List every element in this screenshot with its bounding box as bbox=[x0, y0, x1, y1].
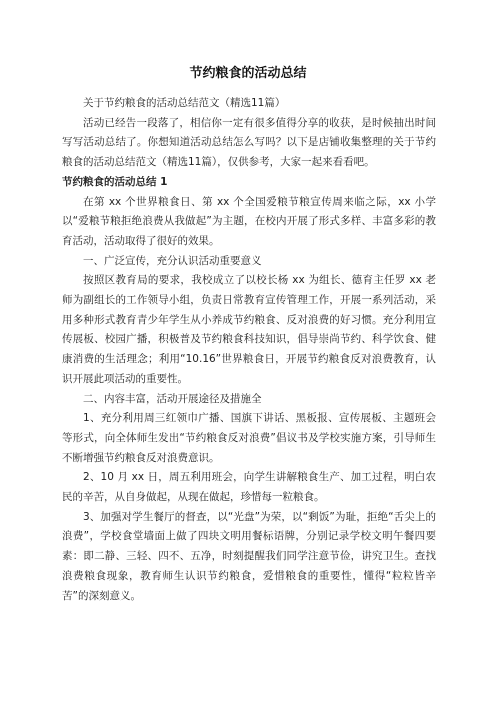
section-heading: 节约粮食的活动总结 1 bbox=[62, 175, 168, 188]
list-item-paragraph: 3、加强对学生餐厅的督查，以“光盘”为荣，以“剩饭”为耻，拒绝“舌尖上的浪费”，学校食堂墙面上做了四块文明用餐标语牌，分别记录学校文明午餐四要素：即二静、三轻、四不、五净，时刻提醒我们同学注意节俭，讲究卫生。查找浪费粮食现象，教育师生认识节约粮食，爱惜粮食的重要性，懂得“粒粒皆辛苦”的深刻意义。 bbox=[62, 510, 436, 602]
list-item-paragraph: 1、充分利用周三红领巾广播、国旗下讲话、黑板报、宣传展板、主题班会等形式，向全体师生发出“节约粮食反对浪费”倡议书及学校实施方案，引导师生不断增强节约粮食反对浪费意识。 bbox=[62, 412, 436, 464]
document-body bbox=[62, 94, 436, 606]
body-paragraph: 按照区教育局的要求，我校成立了以校长杨 xx 为组长、德育主任罗 xx 老师为副组长的工作领导小组，负责日常教育宣传管理工作，开展一系列活动，采用多种形式教育青少年学生从小养成节约粮食、反对浪费的好习惯。充分利用宣传展板、校园广播，积极普及节约粮食科技知识，倡导崇尚节约、科学饮食、健康消费的生活理念；利用“10.16”世界粮食日，开展节约粮食反对浪费教育，认识开展此项活动的重要性。 bbox=[62, 274, 436, 385]
subsection-heading: 二、内容丰富，活动开展途径及措施全 bbox=[83, 392, 262, 405]
list-item-paragraph: 2、10 月 xx 日，周五利用班会，向学生讲解粮食生产、加工过程，明白农民的辛苦，从自身做起，从现在做起，珍惜每一粒粮食。 bbox=[62, 471, 436, 504]
subsection-heading: 一、广泛宣传，充分认识活动重要意义 bbox=[83, 254, 262, 267]
intro-paragraph: 活动已经告一段落了，相信你一定有很多值得分享的收获，是时候抽出时间写写活动总结了。你想知道活动总结怎么写吗？以下是店铺收集整理的关于节约粮食的活动总结范文（精选11篇），仅供参考，大家一起来看看吧。 bbox=[62, 116, 436, 169]
subtitle-paragraph: 关于节约粮食的活动总结范文（精选11篇） bbox=[83, 97, 286, 109]
document-title: 节约粮食的活动总结 bbox=[189, 66, 307, 81]
body-paragraph: 在第 xx 个世界粮食日、第 xx 个全国爱粮节粮宣传周来临之际，xx 小学以“爱粮节粮拒绝浪费从我做起”为主题，在校内开展了形式多样、丰富多彩的教育活动，活动取得了很好的效果。 bbox=[62, 195, 436, 247]
